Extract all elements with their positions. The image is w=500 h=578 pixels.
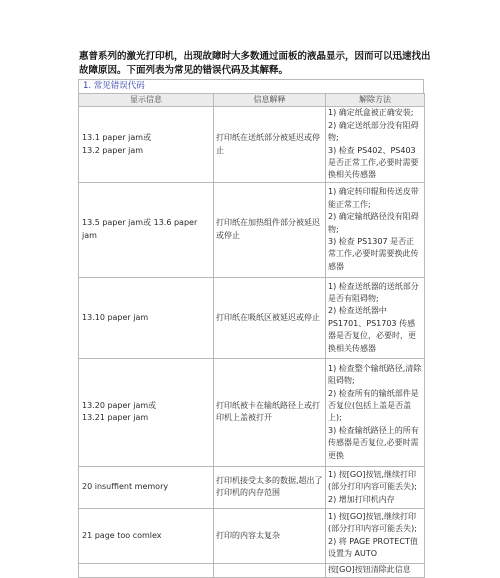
table-row <box>79 277 425 358</box>
fix-cell: 1) 按[GO]按钮,继续打印(部分打印内容可能丢失); 2) 将 PAGE PROTECT值设置为 AUTO <box>326 508 425 563</box>
error-code-table <box>78 93 425 578</box>
meaning-cell: 打印机接受太多的数据,超出了打印机的内存范围 <box>214 466 326 508</box>
fix-cell: 1) 确定纸盒被正确安装; 2) 确定送纸部分没有阻碍物; 3) 检查 PS402、PS403 是否正常工作,必要时需要换相关传感器 <box>326 107 425 182</box>
meaning-cell: 打印纸在加热组件部分被延迟或停止 <box>214 182 326 277</box>
display-cell <box>79 563 214 577</box>
fix-cell: 1) 检查整个输纸路径,清除阻碍物; 2) 检查所有的输纸部件是否复位(包括上盖是否盖上); 3) 检查输纸路径上的所有传感器是否复位,必要时需更换 <box>326 358 425 466</box>
table-row <box>79 182 425 277</box>
column-header-fix: 解除方法 <box>326 94 425 107</box>
fix-cell: 1) 按[GO]按钮,继续打印(部分打印内容可能丢失); 2) 增加打印机内存 <box>326 466 425 508</box>
meaning-cell: 打印纸在吸纸区被延迟或停止 <box>214 277 326 358</box>
display-cell: 13.5 paper jam或 13.6 paper jam <box>79 182 214 277</box>
intro-paragraph: 惠普系列的激光打印机，出现故障时大多数通过面板的液晶显示，因而可以迅速找出故障原因。下面列表为常见的错误代码及其解释。 <box>79 51 431 76</box>
table-row <box>79 107 425 182</box>
fix-cell: 1) 确定转印辊和传送皮带能正常工作; 2) 确定输纸路径没有阻碍物; 3) 检查 PS1307 是否正常工作,必要时需要换此传感器 <box>326 182 425 277</box>
section-title: 1. 常见错误代码 <box>78 79 424 93</box>
meaning-cell: 打印纸被卡在输纸路径上或打印机上盖被打开 <box>214 358 326 466</box>
table-row <box>79 508 425 563</box>
fix-cell: 1) 检查送纸器的送纸部分是否有阻碍物; 2) 检查送纸器中 PS1701、PS1703 传感器是否复位，必要时，更换相关传感器 <box>326 277 425 358</box>
display-cell: 13.1 paper jam或 13.2 paper jam <box>79 107 214 182</box>
fix-cell: 按[GO]按钮清除此信息 <box>326 563 425 577</box>
column-header-display: 显示信息 <box>79 94 214 107</box>
table-row <box>79 563 425 577</box>
display-cell: 20 insuffient memory <box>79 466 214 508</box>
column-header-meaning: 信息解释 <box>214 94 326 107</box>
display-cell: 21 page too comlex <box>79 508 214 563</box>
table-row <box>79 466 425 508</box>
meaning-cell: 打印的内容太复杂 <box>214 508 326 563</box>
meaning-cell <box>214 563 326 577</box>
table-row <box>79 358 425 466</box>
display-cell: 13.10 paper jam <box>79 277 214 358</box>
table-header-row <box>79 94 425 107</box>
display-cell: 13.20 paper jam或 13.21 paper jam <box>79 358 214 466</box>
meaning-cell: 打印纸在送纸部分被延迟或停止 <box>214 107 326 182</box>
